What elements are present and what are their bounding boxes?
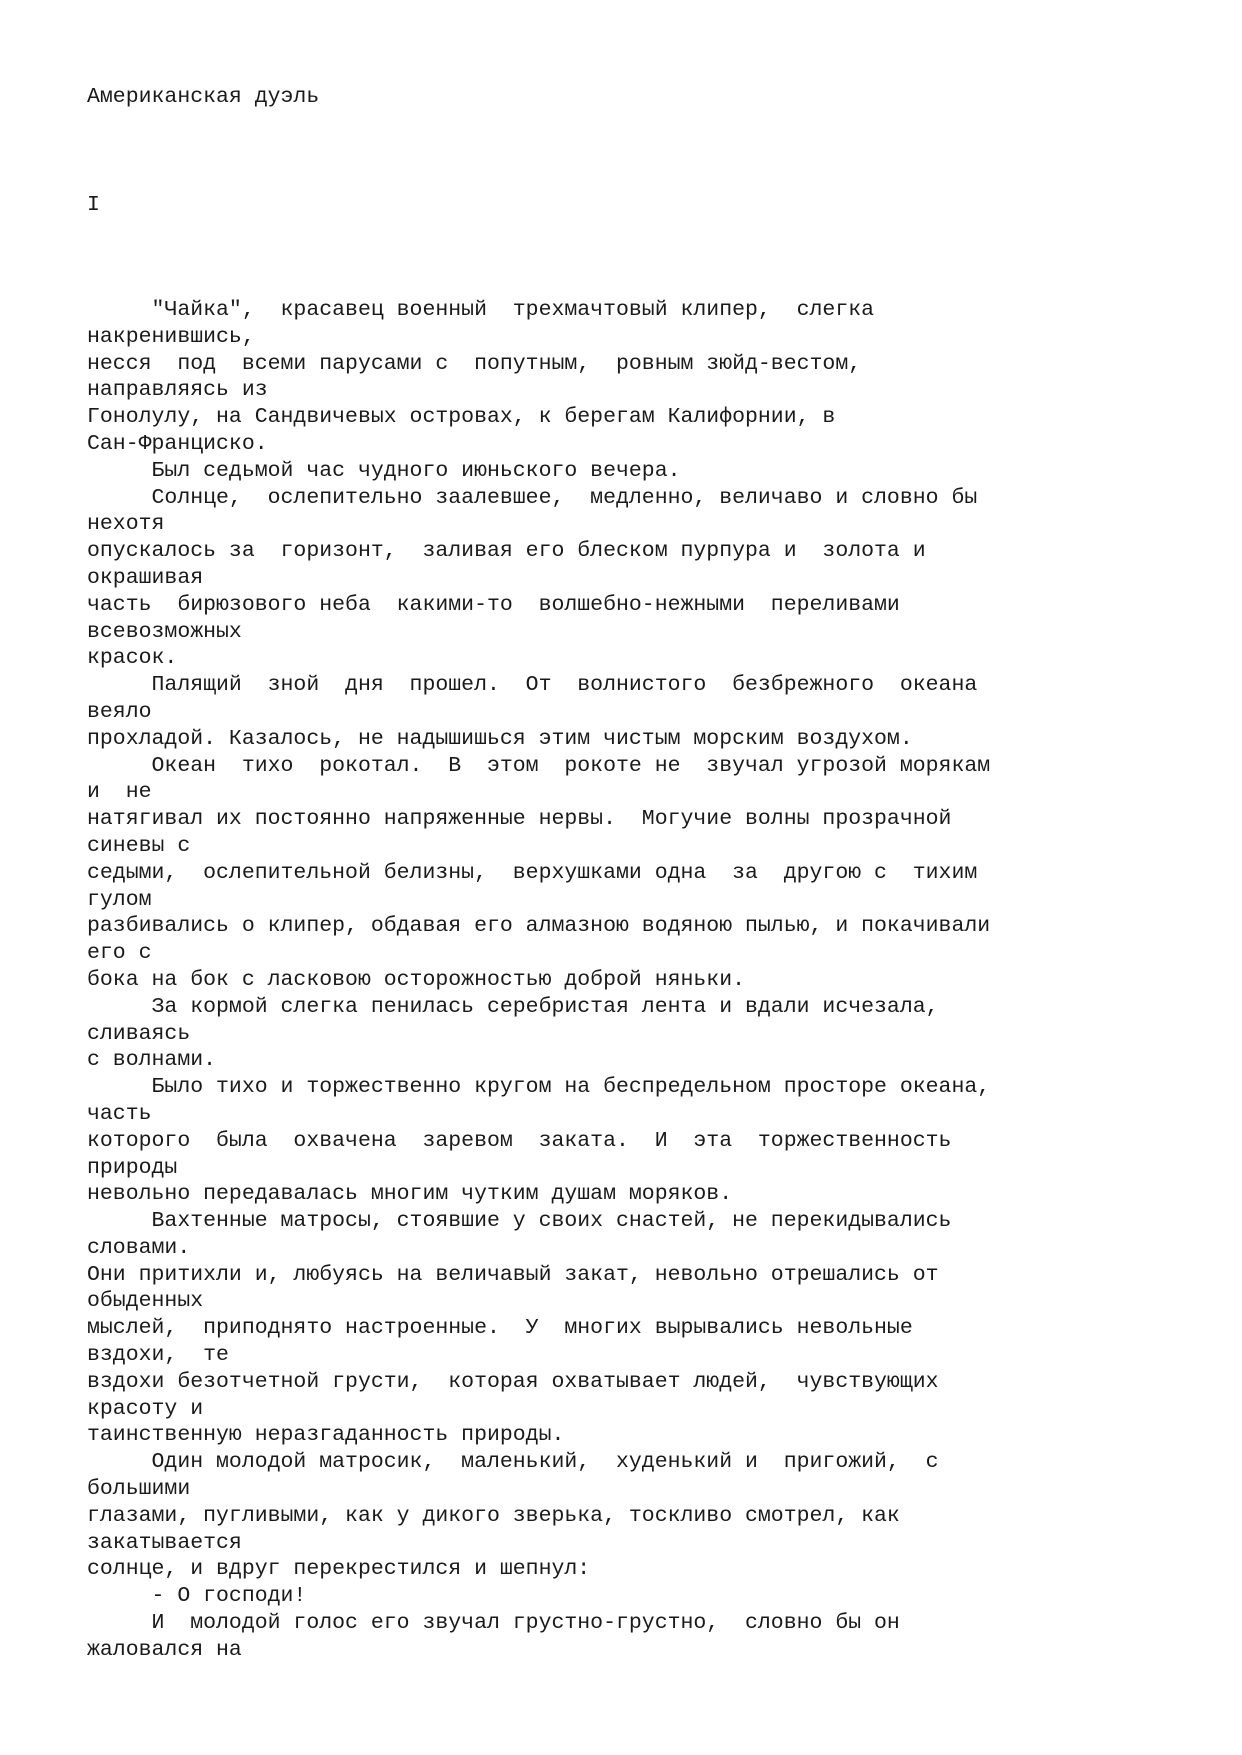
text-line: Вахтенные матросы, стоявшие у своих снастей, не перекидывались <box>87 1209 952 1234</box>
text-line: всевозможных <box>87 619 242 644</box>
text-line: натягивал их постоянно напряженные нервы. Могучие волны прозрачной <box>87 807 952 832</box>
text-line: обыденных <box>87 1289 204 1314</box>
document-title: Американская дуэль <box>87 85 320 109</box>
text-line: жаловался на <box>87 1637 242 1662</box>
chapter-heading: I <box>87 193 100 217</box>
text-line: синевы с <box>87 833 191 858</box>
text-line: "Чайка", красавец военный трехмачтовый клипер, слегка <box>87 298 875 322</box>
text-line: мыслей, приподнято настроенные. У многих вырывались невольные <box>87 1316 913 1341</box>
text-line: природы <box>87 1155 178 1180</box>
text-line: веяло <box>87 699 152 724</box>
text-line: словами. <box>87 1235 191 1260</box>
text-line: красоту и <box>87 1396 204 1421</box>
text-line: прохладой. Казалось, не надышишься этим чистым морским воздухом. <box>87 726 913 751</box>
text-line: бока на бок с ласковою осторожностью доброй няньки. <box>87 967 746 992</box>
text-line: За кормой слегка пенилась серебристая лента и вдали исчезала, <box>87 994 939 1019</box>
text-line: Океан тихо рокотал. В этом рокоте не звучал угрозой морякам <box>87 753 991 778</box>
text-line: которого была охвачена заревом заката. И эта торжественность <box>87 1128 952 1153</box>
text-line: часть бирюзового неба какими-то волшебно-нежными переливами <box>87 592 900 617</box>
text-line: закатывается <box>87 1530 242 1555</box>
text-line: часть <box>87 1101 152 1126</box>
text-line: опускалось за горизонт, заливая его блеском пурпура и золота и <box>87 539 926 564</box>
text-line: несся под всеми парусами с попутным, ровным зюйд-вестом, <box>87 351 862 376</box>
text-line: невольно передавалась многим чутким душам моряков. <box>87 1182 733 1207</box>
text-line: Один молодой матросик, маленький, худенький и пригожий, с <box>87 1450 939 1475</box>
text-line: красок. <box>87 646 178 671</box>
body-text <box>87 297 1207 1664</box>
text-line: Гонолулу, на Сандвичевых островах, к берегам Калифорнии, в <box>87 405 836 430</box>
text-line: направляясь из <box>87 378 268 403</box>
text-line: Палящий зной дня прошел. От волнистого безбрежного океана <box>87 673 978 698</box>
text-line: глазами, пугливыми, как у дикого зверька, тоскливо смотрел, как <box>87 1503 900 1528</box>
text-line: Было тихо и торжественно кругом на беспредельном просторе океана, <box>87 1075 991 1100</box>
text-line: И молодой голос его звучал грустно-грустно, словно бы он <box>87 1611 900 1636</box>
text-line: Сан-Франциско. <box>87 431 268 456</box>
text-line: седыми, ослепительной белизны, верхушками одна за другою с тихим <box>87 860 978 885</box>
text-line: Был седьмой час чудного июньского вечера. <box>87 458 681 483</box>
text-line: Они притихли и, любуясь на величавый закат, невольно отрешались от <box>87 1262 939 1287</box>
text-line: гулом <box>87 887 152 912</box>
text-line: окрашивая <box>87 565 204 590</box>
text-line: его с <box>87 941 152 966</box>
text-line: нехотя <box>87 512 165 537</box>
text-line: таинственную неразгаданность природы. <box>87 1423 565 1448</box>
text-line: сливаясь <box>87 1021 191 1046</box>
text-line: накренившись, <box>87 324 255 349</box>
text-line: большими <box>87 1477 191 1502</box>
text-line: - О господи! <box>87 1584 307 1609</box>
text-line: и не <box>87 780 152 805</box>
text-line: солнце, и вдруг перекрестился и шепнул: <box>87 1557 591 1582</box>
text-line: с волнами. <box>87 1048 217 1073</box>
text-line: вздохи безотчетной грусти, которая охватывает людей, чувствующих <box>87 1369 939 1394</box>
text-line: вздохи, те <box>87 1343 229 1368</box>
text-line: разбивались о клипер, обдавая его алмазною водяною пылью, и покачивали <box>87 914 991 939</box>
text-line: Солнце, ослепительно заалевшее, медленно, величаво и словно бы <box>87 485 978 510</box>
